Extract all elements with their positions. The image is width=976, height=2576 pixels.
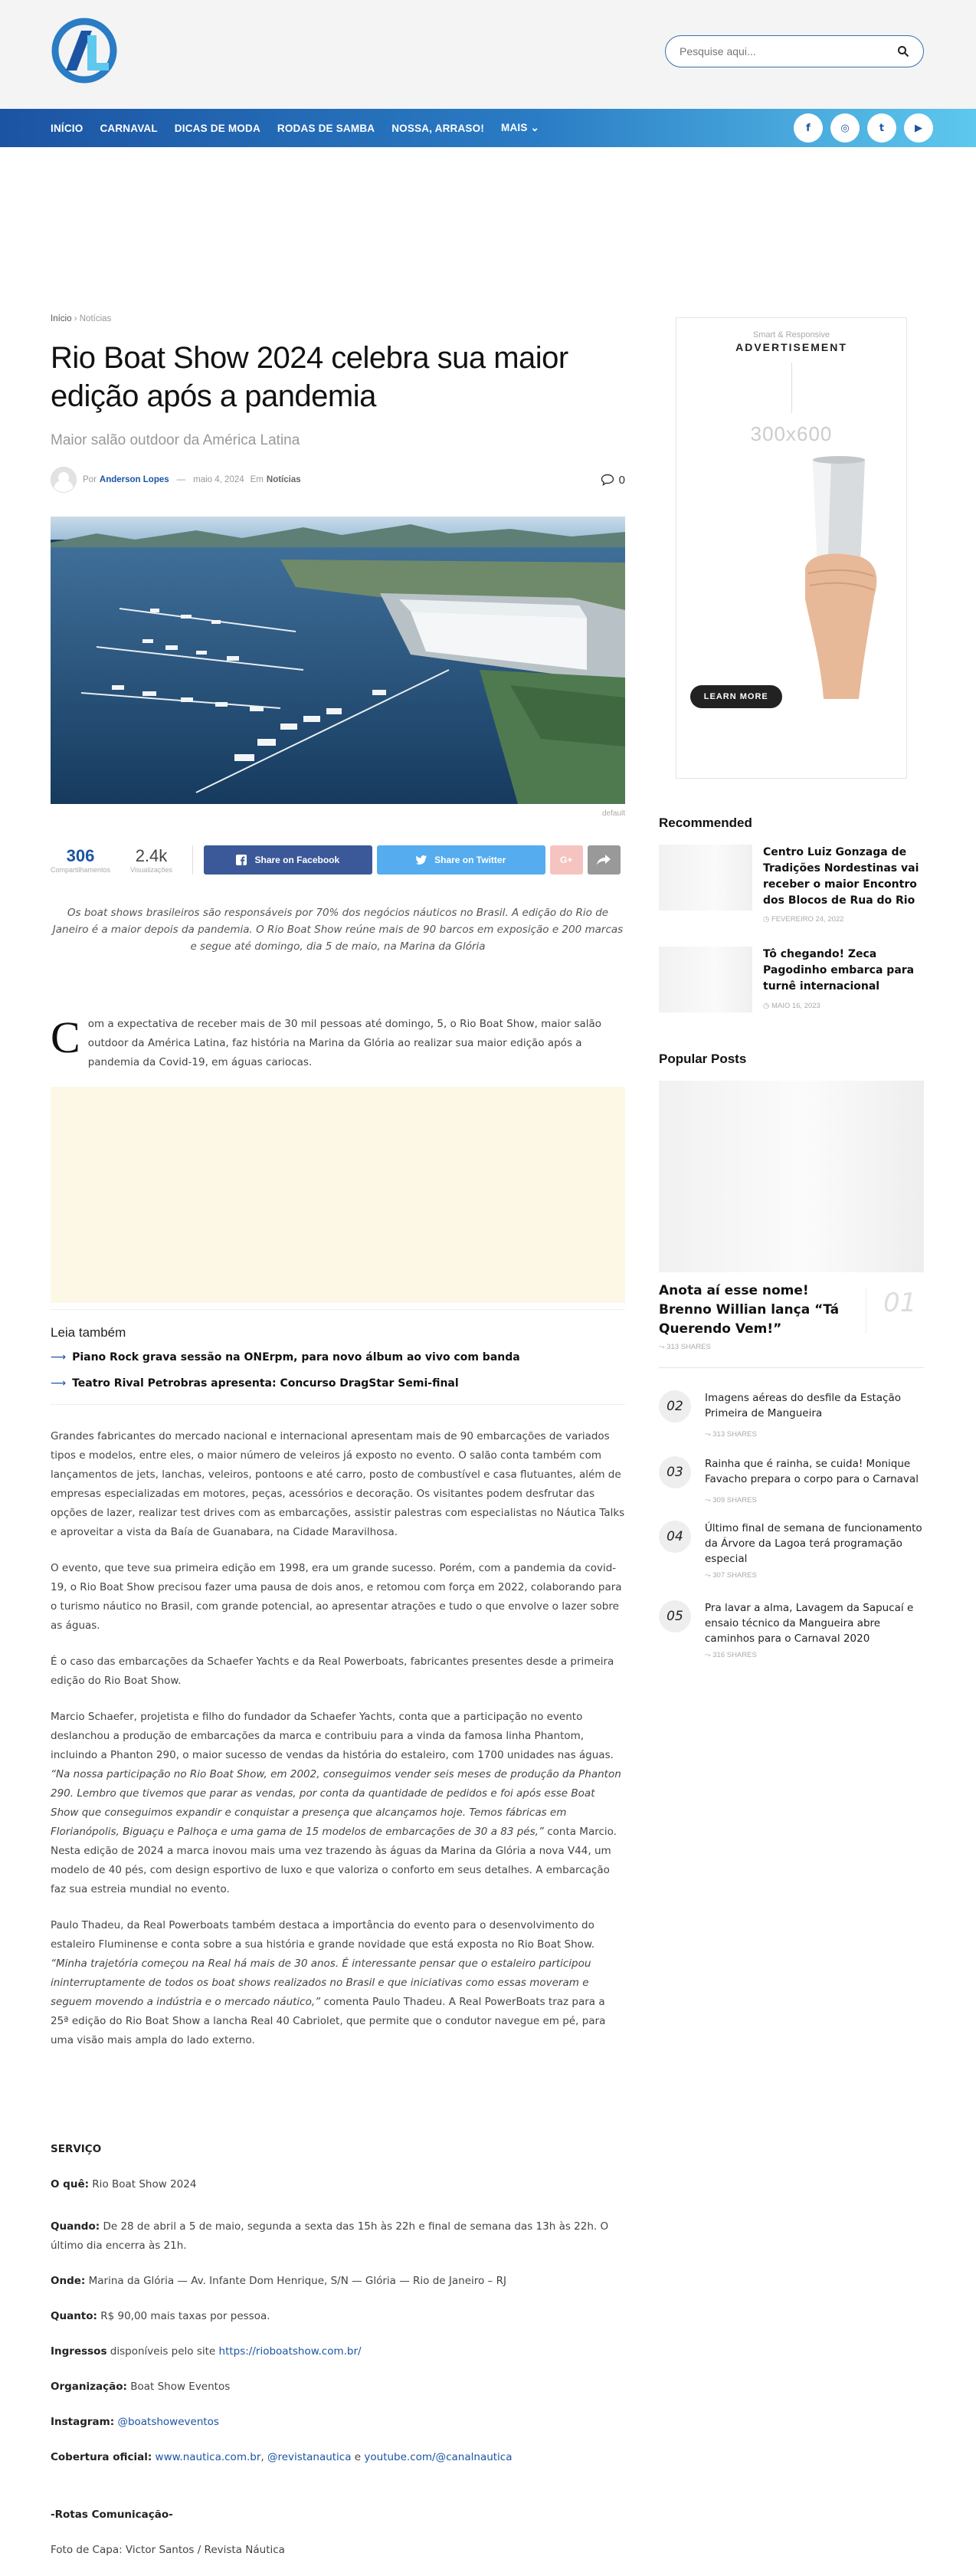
breadcrumb-home[interactable]: Início (51, 314, 72, 323)
popular-item-title[interactable]: Imagens aéreas do desfile da Estação Primeira de Mangueira (705, 1392, 901, 1419)
marina-aerial-image (51, 517, 625, 804)
related-title: Leia também (51, 1325, 126, 1340)
popular-rank: 05 (659, 1600, 691, 1633)
popular-title: Popular Posts (659, 1052, 747, 1066)
search-icon[interactable] (897, 45, 909, 57)
instagram-icon[interactable]: ◎ (830, 113, 860, 143)
tumbler-hand-image (785, 454, 892, 699)
youtube-icon[interactable]: ▶ (904, 113, 933, 143)
service-value: R$ 90,00 mais taxas por pessoa. (97, 2310, 270, 2322)
first-paragraph-text: om a expectativa de receber mais de 30 mil pessoas até domingo, 5, o Rio Boat Show, maior salão outdoor da América Latina, faz história na Marina da Glória ao realizar sua maior edição após a pandemia da Covid-19, em águas cariocas. (87, 1018, 602, 1068)
drop-cap: C (51, 1012, 80, 1062)
related-link[interactable] (51, 1351, 625, 1363)
site-logo[interactable] (51, 14, 120, 87)
popular-item-title[interactable]: Último final de semana de funcionamento da Árvore da Lagoa terá programação especial (705, 1522, 922, 1565)
popular-main-title[interactable]: Anota aí esse nome! Brenno Willian lança “Tá Querendo Vem!” (659, 1283, 840, 1337)
nav-item-inicio[interactable]: INÍCIO (51, 122, 84, 134)
share-count-text: 313 SHARES (666, 1343, 711, 1351)
separator: , (260, 2451, 267, 2463)
youtube-link[interactable]: youtube.com/@canalnautica (364, 2451, 513, 2463)
arrow-right-icon: ⟶ (51, 1377, 67, 1390)
popular-thumbnail[interactable] (659, 1081, 924, 1272)
page-subtitle: Maior salão outdoor da América Latina (51, 432, 300, 448)
post-title[interactable]: Centro Luiz Gonzaga de Tradições Nordestinas vai receber o maior Encontro dos Blocos de Rua do Rio (763, 846, 919, 907)
share-count (705, 1496, 757, 1505)
learn-more-button[interactable]: LEARN MORE (690, 685, 782, 708)
ad-tagline: Smart & Responsive (752, 330, 830, 340)
service-value: Marina da Glória — Av. Infante Dom Henrique, S/N — Glória — Rio de Janeiro – RJ (85, 2275, 506, 2287)
share-facebook-button[interactable] (204, 845, 372, 875)
paragraph: Grandes fabricantes do mercado nacional e internacional apresentam mais de 90 embarcações de variados tipos e modelos, entre eles, o maior número de veleiros já exposto no evento. O salão conta também com lançamentos de jets, lanchas, veleiros, pontoons e até carro, posto de combustível e casa flutuantes, além de empresas especializadas em motores, peças, acessórios e decoração. Os visitantes podem desfrutar das opções de lazer, realizar test drives com as embarcações, assistir palestras com especialistas no Náutica Talks e aproveitar a vista da Baía de Guanabara, na Cidade Maravilhosa. (51, 1430, 625, 1538)
twitter-icon (416, 855, 427, 865)
twitter-icon[interactable]: t (867, 113, 896, 143)
service-title: SERVIÇO (51, 2143, 102, 2155)
service-coverage (51, 2448, 625, 2467)
page-content (0, 147, 976, 2556)
page-title: Rio Boat Show 2024 celebra sua maior edição após a pandemia (51, 341, 568, 413)
share-count (705, 1651, 757, 1659)
service-label: Ingressos (51, 2345, 107, 2358)
date-text: FEVEREIRO 24, 2022 (771, 915, 844, 924)
image-caption: default (601, 809, 625, 818)
breadcrumb-current[interactable]: Notícias (79, 314, 112, 323)
related-link[interactable] (51, 1377, 625, 1390)
nav-item-carnaval[interactable]: CARNAVAL (100, 122, 158, 134)
nautica-link[interactable]: www.nautica.com.br (155, 2451, 261, 2463)
service-value: Rio Boat Show 2024 (89, 2178, 197, 2190)
divider (791, 363, 792, 413)
tickets-link[interactable]: https://rioboatshow.com.br/ (218, 2345, 362, 2358)
share-count-text: 313 SHARES (712, 1430, 757, 1439)
search-box (665, 35, 924, 67)
date-text: MAIO 16, 2023 (771, 1002, 820, 1010)
service-instagram (51, 2413, 625, 2432)
clock-icon: ◷ (763, 915, 771, 924)
recommended-title: Recommended (659, 815, 752, 830)
service-value: disponíveis pelo site (106, 2345, 219, 2358)
share-twitter-label: Share on Twitter (434, 855, 506, 865)
comment-count: 0 (618, 473, 625, 487)
press-credit: -Rotas Comunicação- (51, 2509, 173, 2521)
revista-link[interactable]: @revistanautica (267, 2451, 352, 2463)
recommended-item[interactable] (659, 845, 924, 924)
service-label: Cobertura oficial: (51, 2451, 152, 2463)
service-where (51, 2272, 625, 2291)
views-count: 2.4k (135, 846, 168, 865)
search-input[interactable] (680, 45, 897, 57)
share-icon: ⤳ (705, 1496, 713, 1505)
service-label: O quê: (51, 2178, 90, 2190)
social-links (794, 113, 933, 143)
featured-image[interactable] (51, 517, 625, 804)
in-label: Em (250, 475, 264, 484)
popular-rank: 02 (659, 1390, 691, 1423)
service-label: Organização: (51, 2381, 127, 2393)
paragraph (51, 1916, 625, 2050)
comment-icon (601, 474, 614, 486)
popular-rank: 01 (866, 1288, 916, 1334)
article-body (51, 1427, 625, 2067)
facebook-icon (236, 855, 247, 865)
paragraph-text: Paulo Thadeu, da Real Powerboats também destaca a importância do evento para o desenvolvimento do estaleiro Fluminense e conta sobre a sua história e grande novidade que está exposta no Rio Boat Show. (51, 1919, 595, 1951)
related-link-text: Teatro Rival Petrobras apresenta: Concurso DragStar Semi-final (72, 1377, 459, 1390)
nav-item-nossa-arraso[interactable]: NOSSA, ARRASO! (391, 122, 485, 134)
nav-item-dicas-de-moda[interactable]: DICAS DE MODA (174, 122, 260, 134)
paragraph: É o caso das embarcações da Schaefer Yachts e da Real Powerboats, fabricantes presentes desde a primeira edição do Rio Boat Show. (51, 1656, 614, 1687)
popular-rank: 04 (659, 1521, 691, 1553)
service-label: Onde: (51, 2275, 86, 2287)
paragraph (51, 1708, 625, 1899)
service-when (51, 2217, 625, 2256)
post-date (763, 1002, 820, 1010)
quote: “Na nossa participação no Rio Boat Show, em 2002, conseguimos vender seis meses de produção da Phanton 290. Lembro que tivemos que parar as vendas, por conta da quantidade de pedidos e foi após esse Boat Show que conseguimos expandir e conquistar a presença que alcançamos hoje. Temos fábricas em Florianópolis, Biguaçu e Palhoça e uma gama de 15 modelos de embarcações de 30 a 83 pés,” (51, 1768, 621, 1838)
shares-count: 306 (66, 846, 95, 865)
author-link[interactable]: Anderson Lopes (99, 475, 169, 484)
avatar[interactable] (51, 467, 77, 493)
service-tickets (51, 2342, 625, 2361)
paragraph-text: comenta Paulo Thadeu. A Real PowerBoats traz para a 25ª edição do Rio Boat Show a lancha Real 40 Cabriolet, que permite que o condutor navegue em pé, para uma visão mais ampla do lado externo. (51, 1996, 606, 2046)
popular-item-title[interactable]: Pra lavar a alma, Lavagem da Sapucaí e ensaio técnico da Mangueira abre caminhos para o Carnaval 2020 (705, 1602, 914, 1645)
google-plus-icon: G+ (560, 855, 573, 865)
shares-stat (51, 846, 110, 874)
share-count (705, 1571, 757, 1580)
share-icon: ⤳ (705, 1430, 713, 1439)
publish-date: maio 4, 2024 (193, 475, 244, 484)
share-google-plus-button[interactable] (550, 845, 583, 875)
share-count-text: 307 SHARES (712, 1571, 757, 1580)
article-meta (51, 466, 625, 494)
post-date (763, 915, 843, 924)
nav-item-rodas-de-samba[interactable]: RODAS DE SAMBA (277, 122, 375, 134)
quote: “Minha trajetória começou na Real há mais de 30 anos. É interessante pensar que o estaleiro participou ininterruptamente de todos os boat shows realizados no Brasil e que iniciativas como essas moveram e seguem movendo a indústria e o mercado náutico,” (51, 1957, 591, 2008)
share-count-text: 316 SHARES (712, 1651, 757, 1659)
share-icon: ⤳ (705, 1651, 713, 1659)
breadcrumb (51, 314, 111, 323)
article-lead: Os boat shows brasileiros são responsáveis por 70% dos negócios náuticos no Brasil. A edição do Rio de Janeiro é a maior depois da pandemia. O Rio Boat Show reúne mais de 90 barcos em exposição e 200 marcas e segue até domingo, dia 5 de maio, na Marina da Glória (52, 907, 624, 953)
divider (51, 1404, 625, 1405)
post-title[interactable]: Tô chegando! Zeca Pagodinho embarca para turnê internacional (763, 948, 915, 993)
by-label: Por (83, 475, 97, 484)
recommended-item[interactable] (659, 947, 924, 1016)
clock-icon: ◷ (763, 1002, 771, 1010)
share-facebook-label: Share on Facebook (254, 855, 340, 865)
share-twitter-button[interactable] (377, 845, 545, 875)
category-link[interactable]: Notícias (266, 475, 301, 484)
instagram-link[interactable]: @boatshoweventos (117, 2416, 219, 2428)
site-header (0, 0, 976, 109)
share-icon: ⤳ (659, 1343, 667, 1351)
nav-item-mais[interactable]: MAIS ⌄ (501, 122, 540, 133)
popular-item-title[interactable]: Rainha que é rainha, se cuida! Monique Favacho prepara o corpo para o Carnaval (705, 1458, 919, 1485)
service-value: Boat Show Eventos (126, 2381, 231, 2393)
related-link-text: Piano Rock grava sessão na ONErpm, para novo álbum ao vivo com banda (72, 1351, 520, 1363)
views-label: Visualizações (130, 866, 172, 874)
first-paragraph (51, 1012, 625, 1072)
ad-banner[interactable] (51, 1087, 625, 1303)
breadcrumb-separator: › (74, 314, 77, 323)
post-thumbnail[interactable] (659, 845, 752, 911)
divider (192, 845, 193, 875)
share-more-button[interactable] (588, 845, 621, 875)
share-count (659, 1343, 711, 1351)
paragraph-text: conta Marcio. Nesta edição de 2024 a marca inovou mais uma vez trazendo às águas da Marina da Glória a nova V44, um modelo de 40 pés, com design esportivo de luxo e que valoriza o conforto em seus detalhes. A embarcação faz sua estreia mundial no evento. (51, 1826, 617, 1895)
arrow-right-icon: ⟶ (51, 1351, 67, 1363)
sidebar-ad[interactable] (676, 317, 907, 779)
service-value: De 28 de abril a 5 de maio, segunda a sexta das 15h às 22h e final de semana das 13h às 22h. O último dia encerra às 21h. (51, 2220, 609, 2252)
shares-label: Compartilhamentos (51, 866, 111, 874)
ad-heading: ADVERTISEMENT (735, 341, 847, 353)
service-what (51, 2175, 625, 2194)
photo-credit: Foto de Capa: Victor Santos / Revista Náutica (51, 2544, 285, 2556)
main-nav (0, 109, 976, 147)
service-label: Quanto: (51, 2310, 97, 2322)
share-bar (51, 843, 625, 877)
share-icon: ⤳ (705, 1571, 713, 1580)
service-price (51, 2307, 625, 2326)
service-label: Instagram: (51, 2416, 115, 2428)
comments-link[interactable] (601, 474, 625, 487)
views-stat (130, 846, 172, 874)
separator: e (351, 2451, 365, 2463)
service-label: Quando: (51, 2220, 100, 2233)
ad-size: 300x600 (750, 422, 833, 445)
share-count-text: 309 SHARES (712, 1496, 757, 1505)
divider (659, 1367, 924, 1368)
paragraph: O evento, que teve sua primeira edição em 1998, era um grande sucesso. Porém, com a pandemia da covid-19, o Rio Boat Show precisou fazer uma pausa de dois anos, e retomou com força em 2022, colaborando para o turismo náutico no Brasil, com grande potencial, ao apresentar atrações e tudo o que envolve o lazer sobre as águas. (51, 1562, 622, 1632)
service-info (51, 2140, 625, 2576)
meta-separator: — (176, 475, 186, 484)
related-posts (51, 1309, 625, 1403)
post-thumbnail[interactable] (659, 947, 752, 1012)
facebook-icon[interactable]: f (794, 113, 823, 143)
share-count (705, 1430, 757, 1439)
share-icon (597, 855, 611, 865)
popular-rank: 03 (659, 1456, 691, 1488)
paragraph-text: Marcio Schaefer, projetista e filho do fundador da Schaefer Yachts, conta que a participação no evento deslanchou a produção de embarcações da marca e contribuiu para a vinda da famosa linha Phantom, incluindo a Phanton 290, o maior sucesso de vendas da história do estaleiro, com 1700 unidades nas águas. (51, 1711, 614, 1761)
